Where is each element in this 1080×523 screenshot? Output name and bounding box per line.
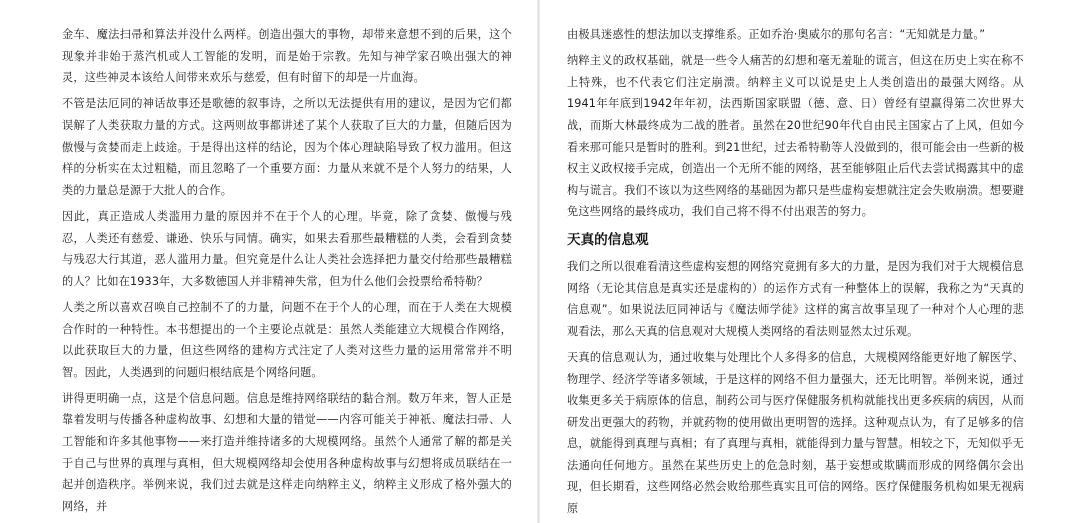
left-paragraph-2: 不管是法厄同的神话故事还是歌德的叙事诗，之所以无法提供有用的建议，是因为它们都误解了人类获取力量的方式。这两则故事都讲述了某个人获取了巨大的力量，但随后因为傲慢与贪婪而走上歧途。于是得出这样的结论，因为个体心理缺陷导致了权力滥用。但这样的分析实在太过粗糙，而且忽略了一个重要方面：力量从来就不是个人努力的结果，人类的力量总是源于大批人的合作。 bbox=[62, 97, 512, 197]
left-paragraph-4: 人类之所以喜欢召唤自己控制不了的力量，问题不在于个人的心理，而在于人类在大规模合作时的一种特性。本书想提出的一个主要论点就是：虽然人类能建立大规模合作网络，以此获取巨大的力量，但这些网络的建构方式注定了人类对这些力量的运用常常并不明智。因此，人类遇到的问题归根结底是个网络问题。 bbox=[62, 300, 512, 379]
left-paragraph-1: 金车、魔法扫帚和算法并没什么两样。创造出强大的事物，却带来意想不到的后果，这个现象并非始于蒸汽机或人工智能的发明，而是始于宗教。先知与神学家召唤出强大的神灵，这些神灵本该给人间带来欢乐与慈爱，但有时留下的却是一片血海。 bbox=[62, 28, 512, 85]
section-heading: 天真的信息观 bbox=[567, 231, 649, 248]
right-paragraph-3: 我们之所以很难看清这些虚构妄想的网络究竟拥有多大的力量，是因为我们对于大规模信息网络（无论其信息是真实还是虚构的）的运作方式有一种整体上的误解，我称之为“天真的信息观”。如果说法厄同神话与《魔法师学徒》这样的寓言故事呈现了一种对个人心理的悲观看法，那么天真的信息观对大规模人类网络的看法则显然太过乐观。 bbox=[567, 259, 1024, 338]
left-page[interactable] bbox=[0, 0, 538, 523]
right-page[interactable] bbox=[540, 0, 1080, 523]
right-paragraph-1: 由极具迷惑性的想法加以支撑维系。正如乔治·奥威尔的那句名言：“无知就是力量。” bbox=[567, 28, 986, 41]
left-paragraph-5: 讲得更明确一点，这是个信息问题。信息是维持网络联结的黏合剂。数万年来，智人正是靠着发明与传播各种虚构故事、幻想和大量的错觉——内容可能关于神祇、魔法扫帚、人工智能和许多其他事物——来打造并维持诸多的大规模网络。虽然个人通常了解的都是关于自己与世界的真理与真相，但大规模网络却会使用各种虚构故事与幻想将成员联结在一起并创造秩序。举例来说，我们过去就是这样走向纳粹主义，纳粹主义形成了格外强大的网络，并 bbox=[62, 391, 512, 513]
right-paragraph-2: 纳粹主义的政权基础，就是一些令人痛苦的幻想和毫无羞耻的谎言，但这在历史上实在称不上特殊，也不代表它们注定崩溃。纳粹主义可以说是史上人类创造出的最强大网络。从1941年年底到1942年年初，法西斯国家联盟（德、意、日）曾经有望赢得第二次世界大战，而斯大林最终成为二战的胜者。虽然在20世纪90年代自由民主国家占了上风，但如今看来那可能只是暂时的胜利。到21世纪，过去希特勒等人没做到的，很可能会由一些新的极权主义政权接手完成，创造出一个无所不能的网络，甚至能够阻止后代去尝试揭露其中的虚构与谎言。我们不该以为这些网络的基础因为都只是些虚构妄想就注定会失败崩溃。想要避免这些网络的最终成功，我们自己将不得不付出艰苦的努力。 bbox=[567, 54, 1024, 219]
right-paragraph-4: 天真的信息观认为，通过收集与处理比个人多得多的信息，大规模网络能更好地了解医学、物理学、经济学等诸多领域，于是这样的网络不但力量强大，还无比明智。举例来说，通过收集更多关于病原体的信息，制药公司与医疗保健服务机构就能找出更多疾病的病因，从而研发出更强大的药物，并就药物的使用做出更明智的选择。这种观点认为，有了足够多的信息，就能得到真理与真相；有了真理与真相，就能得到力量与智慧。相较之下，无知似乎无法通向任何地方。虽然在某些历史上的危急时刻，基于妄想或欺瞒而形成的网络偶尔会出现，但长期看，这些网络必然会败给那些真实且可信的网络。医疗保健服务机构如果无视病原 bbox=[567, 350, 1024, 516]
left-paragraph-3: 因此，真正造成人类滥用力量的原因并不在于个人的心理。毕竟，除了贪婪、傲慢与残忍，人类还有慈爱、谦逊、快乐与同情。确实，如果去看那些最糟糕的人类，会看到贪婪与残忍大行其道，恶人滥用力量。但究竟是什么让人类社会选择把力量交付给那些最糟糕的人？比如在1933年，大多数德国人并非精神失常，但为什么他们会投票给希特勒？ bbox=[62, 209, 512, 288]
